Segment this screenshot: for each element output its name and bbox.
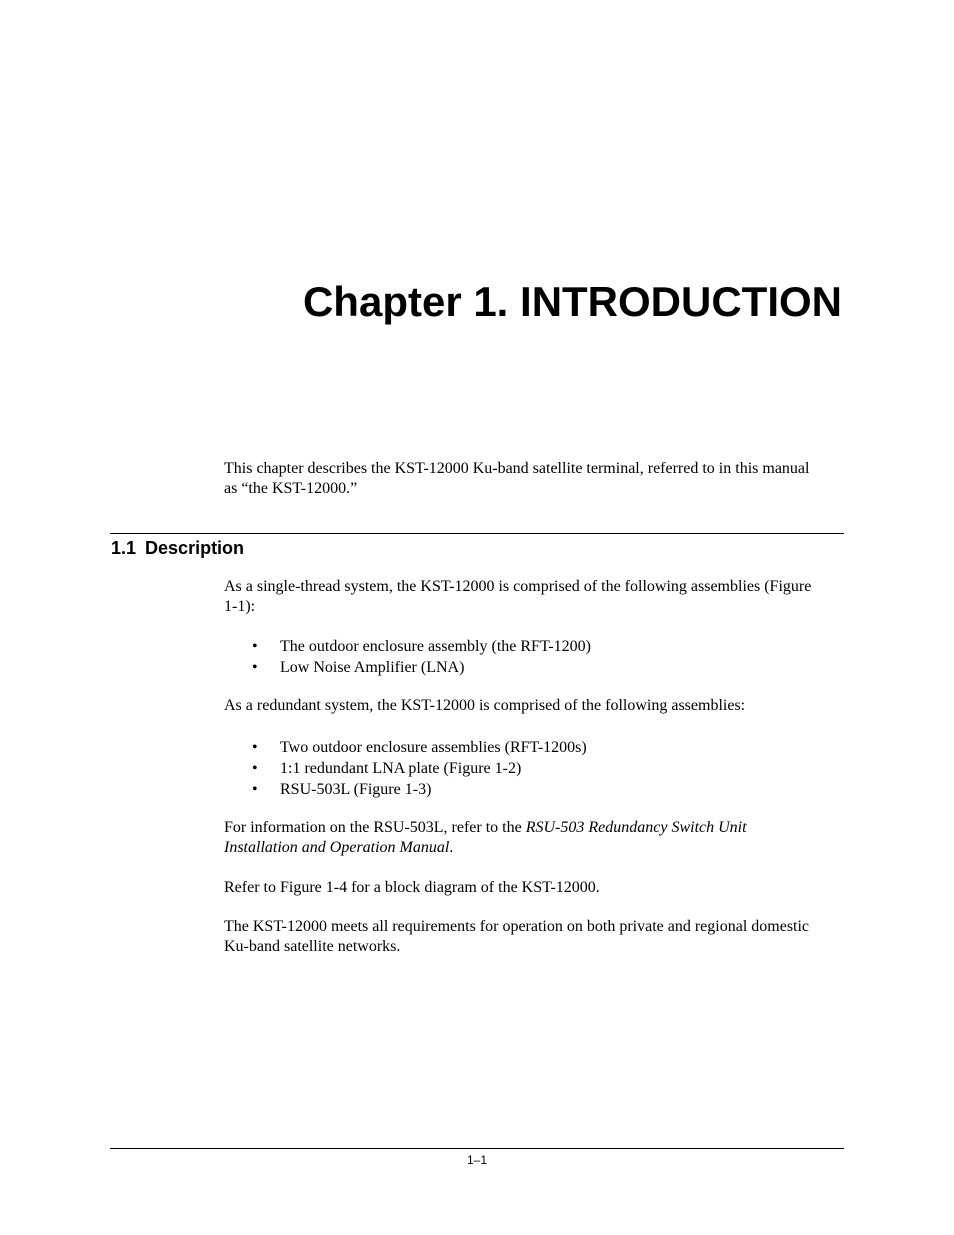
- page-number: 1–1: [466, 1153, 488, 1167]
- list-item: [224, 657, 824, 678]
- chapter-title: Chapter 1. INTRODUCTION: [302, 278, 842, 325]
- list-item-text: The outdoor enclosure assembly (the RFT-1200): [280, 638, 591, 655]
- list-item: [224, 636, 824, 657]
- section-title: Description: [145, 538, 245, 558]
- section-number: 1.1: [111, 538, 137, 558]
- redundant-list: [224, 737, 824, 800]
- list-item: [224, 779, 824, 800]
- section-divider: [110, 533, 844, 534]
- rsu-info-paragraph: [224, 818, 824, 858]
- rsu-info-suffix: .: [449, 839, 454, 856]
- footer-divider: [110, 1148, 844, 1149]
- bullet-icon: •: [252, 760, 258, 777]
- single-thread-list: [224, 636, 824, 678]
- list-item-text: RSU-503L (Figure 1-3): [280, 781, 432, 798]
- list-item: [224, 737, 824, 758]
- rsu-manual-title: RSU-503 Redundancy Switch Unit Installation and Operation Manual: [224, 819, 747, 856]
- list-item-text: Two outdoor enclosure assemblies (RFT-1200s): [280, 739, 587, 756]
- bullet-icon: •: [252, 781, 258, 798]
- list-item-text: Low Noise Amplifier (LNA): [280, 659, 465, 676]
- bullet-icon: •: [252, 659, 258, 676]
- requirements-paragraph: The KST-12000 meets all requirements for operation on both private and regional domestic Ku-band satellite networks.: [224, 918, 810, 955]
- bullet-icon: •: [252, 739, 258, 756]
- list-item: [224, 758, 824, 779]
- rsu-info-prefix: For information on the RSU-503L, refer to the: [224, 819, 526, 836]
- section-heading: [111, 537, 244, 559]
- block-diagram-paragraph: Refer to Figure 1-4 for a block diagram of the KST-12000.: [224, 879, 600, 896]
- redundant-paragraph: As a redundant system, the KST-12000 is comprised of the following assemblies:: [224, 697, 746, 714]
- single-thread-paragraph: As a single-thread system, the KST-12000 is comprised of the following assemblies (Figure 1-1):: [224, 578, 812, 615]
- bullet-icon: •: [252, 638, 258, 655]
- intro-paragraph: This chapter describes the KST-12000 Ku-band satellite terminal, referred to in this manual as “the KST-12000.”: [224, 460, 810, 497]
- list-item-text: 1:1 redundant LNA plate (Figure 1-2): [280, 760, 522, 777]
